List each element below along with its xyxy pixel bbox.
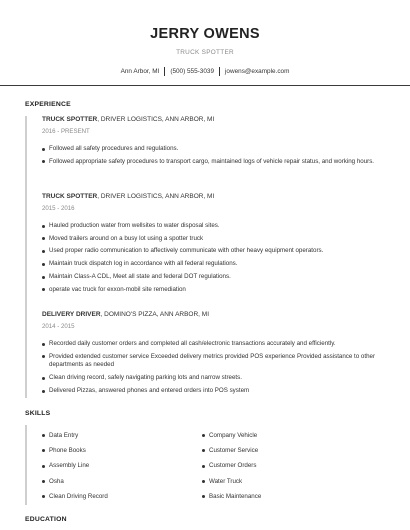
- skill-item: Data Entry: [42, 428, 202, 443]
- job-entry: [42, 193, 382, 294]
- job-bullet: Hauled production water from wellsites to water disposal sites.: [42, 222, 382, 231]
- candidate-name: JERRY OWENS: [150, 26, 260, 42]
- job-bullet: Used proper radio communication to affectively communicate with other heavy equipment operators.: [42, 247, 382, 256]
- job-dates: 2016 - PRESENT: [42, 128, 90, 135]
- contact-line: [0, 67, 410, 76]
- job-employer: , DRIVER LOGISTICS, ANN ARBOR, MI: [97, 193, 215, 200]
- skill-item: Customer Orders: [202, 458, 362, 473]
- job-heading: [42, 311, 382, 318]
- skill-item: Customer Service: [202, 443, 362, 458]
- contact-divider: [164, 67, 165, 76]
- skills-accent-bar: [25, 425, 27, 505]
- job-bullet: Clean driving record, safely navigating parking lots and narrow streets.: [42, 374, 382, 383]
- job-entry: [42, 311, 382, 396]
- skill-item: Assembly Line: [42, 458, 202, 473]
- job-bullets: [42, 222, 382, 294]
- contact-email: jowens@example.com: [225, 68, 290, 75]
- skill-item: Clean Driving Record: [42, 489, 202, 504]
- candidate-role: TRUCK SPOTTER: [176, 49, 234, 56]
- skills-column-left: [42, 428, 202, 504]
- job-bullet: Provided extended customer service Exceeded delivery metrics provided POS experience Provided assistance to other departments as needed: [42, 353, 382, 370]
- job-title: TRUCK SPOTTER: [42, 116, 98, 123]
- job-bullet: operate vac truck for exxon-mobil site remediation: [42, 286, 382, 295]
- job-employer: , DRIVER LOGISTICS, ANN ARBOR, MI: [97, 116, 215, 123]
- job-heading: [42, 193, 382, 200]
- job-bullet: Followed all safety procedures and regulations.: [42, 145, 382, 154]
- contact-location: Ann Arbor, MI: [120, 68, 160, 75]
- job-bullet: Followed appropriate safety procedures to transport cargo, maintained logs of vehicle repair status, and working hours.: [42, 158, 382, 167]
- experience-accent-bar: [25, 116, 27, 398]
- job-title: DELIVERY DRIVER: [42, 311, 101, 318]
- section-title-skills: SKILLS: [25, 410, 51, 417]
- job-employer: , DOMINO'S PIZZA, ANN ARBOR, MI: [100, 311, 210, 318]
- job-bullet: Recorded daily customer orders and completed all cash/electronic transactions accurately and efficiently.: [42, 340, 382, 349]
- job-entry: [42, 116, 382, 166]
- skill-item: Phone Books: [42, 443, 202, 458]
- job-bullet: Moved trailers around on a busy lot using a spotter truck: [42, 235, 382, 244]
- job-bullet: Delivered Pizzas, answered phones and entered orders into POS system: [42, 387, 382, 396]
- section-title-education: EDUCATION: [25, 516, 67, 523]
- job-title: TRUCK SPOTTER: [42, 193, 98, 200]
- skill-item: Basic Maintenance: [202, 489, 362, 504]
- skill-item: Water Truck: [202, 474, 362, 489]
- job-bullet: Maintain Class-A CDL, Meet all state and federal DOT regulations.: [42, 273, 382, 282]
- resume-header: [0, 0, 410, 76]
- job-bullets: [42, 145, 382, 166]
- contact-phone: (500) 555-3039: [170, 68, 215, 75]
- skill-item: Company Vehicle: [202, 428, 362, 443]
- job-bullet: Maintain truck dispatch log in accordance with all federal regulations.: [42, 260, 382, 269]
- job-heading: [42, 116, 382, 123]
- section-title-experience: EXPERIENCE: [25, 101, 71, 108]
- job-dates: 2014 - 2015: [42, 323, 75, 330]
- skills-list: [42, 428, 362, 504]
- job-bullets: [42, 340, 382, 396]
- header-divider: [0, 85, 410, 86]
- skills-column-right: [202, 428, 362, 504]
- contact-divider: [219, 67, 220, 76]
- skill-item: Osha: [42, 474, 202, 489]
- job-dates: 2015 - 2016: [42, 205, 75, 212]
